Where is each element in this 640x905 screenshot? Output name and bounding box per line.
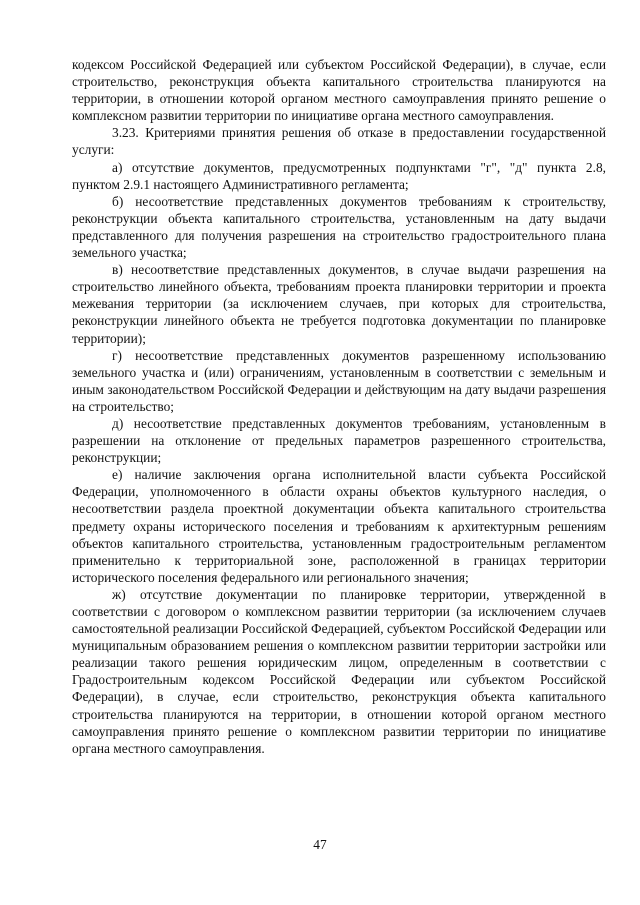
page-body: [72, 56, 606, 757]
paragraph-item-zh: ж) отсутствие документации по планировке территории, утвержденной в соответствии с договором о комплексном развитии территории (за исключением случаев самостоятельной реализации Российской Федерацией, субъектом Российской Федерации или муниципальным образованием решения о комплексном развитии территории застройки или реализации такого решения юридическим лицом, определенным в соответствии с Градостроительным кодексом Российской Федерации или субъектом Российской Федерации), в случае, если строительство, реконструкция объекта капитального строительства планируются на территории, в отношении которой органом местного самоуправления принято решение о комплексном развитии территории по инициативе органа местного самоуправления.: [72, 586, 606, 756]
paragraph-item-a: а) отсутствие документов, предусмотренных подпунктами "г", "д" пункта 2.8, пунктом 2.9.1 настоящего Административного регламента;: [72, 159, 606, 192]
paragraph-item-b: б) несоответствие представленных документов требованиям к строительству, реконструкции объекта капитального строительства, установленным на дату выдачи представленного для получения разрешения на строительство градостроительного плана земельного участка;: [72, 193, 606, 261]
page-number: 47: [313, 837, 327, 852]
paragraph-item-v: в) несоответствие представленных документов, в случае выдачи разрешения на строительство линейного объекта, требованиям проекта планировки территории и проекта межевания территории (за исключением случаев, при которых для строительства, реконструкции линейного объекта не требуется подготовка документации по планировке территории);: [72, 262, 606, 346]
paragraph-item-d: д) несоответствие представленных документов требованиям, установленным в разрешении на отклонение от предельных параметров разрешенного строительства, реконструкции;: [72, 415, 606, 466]
paragraph-item-g: г) несоответствие представленных документов разрешенному использованию земельного участка и (или) ограничениям, установленным в соответствии с земельным и иным законодательством Российской Федерации и действующим на дату выдачи разрешения на строительство;: [72, 347, 606, 414]
paragraph-item-e: е) наличие заключения органа исполнительной власти субъекта Российской Федерации, уполномоченного в области охраны объектов культурного наследия, о несоответствии раздела проектной документации объекта капитального строительства предмету охраны исторического поселения и требованиям к архитектурным решениям объектов капитального строительства, установленным градостроительным регламентом применительно к территориальной зоне, расположенной в границах территории исторического поселения федерального или регионального значения;: [72, 467, 606, 585]
paragraph-3-23: 3.23. Критериями принятия решения об отказе в предоставлении государственной услуги:: [72, 125, 606, 158]
paragraph-continuation: кодексом Российской Федерацией или субъектом Российской Федерации), в случае, если строительство, реконструкция объекта капитального строительства планируются на территории, в отношении которой органом местного самоуправления принято решение о комплексном развитии территории по инициативе органа местного самоуправления.: [72, 57, 606, 124]
